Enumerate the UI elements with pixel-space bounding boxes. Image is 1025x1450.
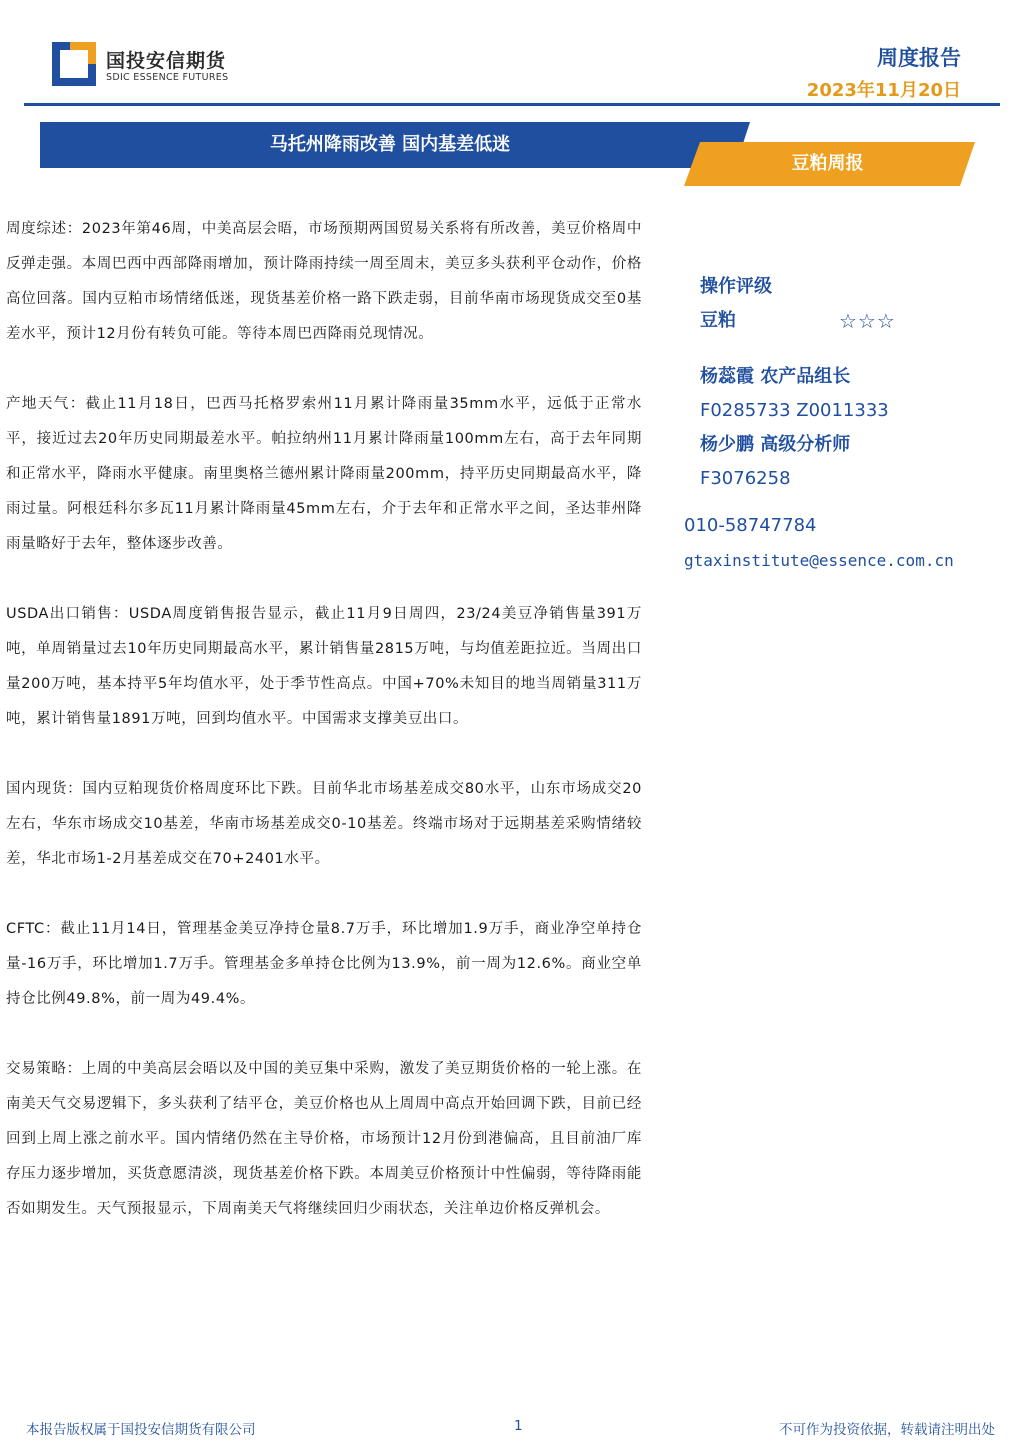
header-divider	[24, 103, 1000, 106]
company-name-cn: 国投安信期货	[106, 50, 227, 72]
contact-email[interactable]: gtaxinstitute@essence.com.cn	[684, 551, 954, 570]
rating-row	[684, 304, 1014, 338]
report-date: 2023年11月20日	[806, 80, 961, 101]
rating-stars-icon: ☆☆☆	[839, 309, 896, 333]
paragraph-usda-export: USDA出口销售：USDA周度销售报告显示，截止11月9日周四，23/24美豆净销售量391万吨，单周销量过去10年历史同期最高水平，累计销售量2815万吨，与均值差距拉近。当周出口量200万吨，基本持平5年均值水平，处于季节性高点。中国+70%未知目的地当周销量311万吨，累计销售量1891万吨，回到均值水平。中国需求支撑美豆出口。	[6, 606, 642, 727]
analyst-2-id: F3076258	[700, 468, 791, 489]
sidebar	[684, 270, 1014, 578]
rating-item: 豆粕	[700, 310, 736, 331]
paragraph-cftc: CFTC：截止11月14日，管理基金美豆净持仓量8.7万手，环比增加1.9万手，商业净空单持仓量-16万手，环比增加1.7万手。管理基金多单持仓比例为13.9%，前一周为12.6%。商业空单持仓比例49.8%，前一周为49.4%。	[6, 921, 642, 1007]
sdic-logo-icon	[52, 42, 96, 86]
report-title: 马托州降雨改善 国内基差低迷	[269, 134, 511, 155]
analyst-1: 杨蕊霞 农产品组长	[700, 366, 851, 387]
analyst-1-id: F0285733 Z0011333	[700, 400, 889, 421]
disclaimer-notice: 不可作为投资依据，转载请注明出处	[779, 1422, 995, 1438]
report-tag: 豆粕周报	[791, 153, 864, 174]
contact-phone: 010-58747784	[684, 515, 817, 536]
copyright-notice: 本报告版权属于国投安信期货有限公司	[26, 1422, 256, 1438]
paragraph-weather: 产地天气：截止11月18日，巴西马托格罗索州11月累计降雨量35mm水平，远低于正常水平，接近过去20年历史同期最差水平。帕拉纳州11月累计降雨量100mm左右，高于去年同期和正常水平，降雨水平健康。南里奥格兰德州累计降雨量200mm，持平历史同期最高水平，降雨过量。阿根廷科尔多瓦11月累计降雨量45mm左右，介于去年和正常水平之间，圣达菲州降雨量略好于去年，整体逐步改善。	[6, 396, 642, 552]
analyst-2: 杨少鹏 高级分析师	[700, 434, 851, 455]
rating-title: 操作评级	[700, 276, 772, 297]
report-body	[6, 212, 642, 1262]
page-footer	[0, 1416, 1025, 1440]
page-number: 1	[514, 1418, 523, 1434]
company-logo	[52, 40, 252, 90]
company-name-en: SDIC ESSENCE FUTURES	[106, 72, 229, 83]
paragraph-weekly-summary: 周度综述：2023年第46周，中美高层会晤，市场预期两国贸易关系将有所改善，美豆价格周中反弹走强。本周巴西中西部降雨增加，预计降雨持续一周至周末，美豆多头获利平仓动作，价格高位回落。国内豆粕市场情绪低迷，现货基差价格一路下跌走弱，目前华南市场现货成交至0基差水平，预计12月份有转负可能。等待本周巴西降雨兑现情况。	[6, 221, 642, 342]
paragraph-domestic-spot: 国内现货：国内豆粕现货价格周度环比下跌。目前华北市场基差成交80水平，山东市场成交20左右，华东市场成交10基差，华南市场基差成交0-10基差。终端市场对于远期基差采购情绪较差，华北市场1-2月基差成交在70+2401水平。	[6, 781, 642, 867]
paragraph-strategy: 交易策略：上周的中美高层会晤以及中国的美豆集中采购，激发了美豆期货价格的一轮上涨。在南美天气交易逻辑下，多头获利了结平仓，美豆价格也从上周周中高点开始回调下跌，目前已经回到上周上涨之前水平。国内情绪仍然在主导价格，市场预计12月份到港偏高，且目前油厂库存压力逐步增加，买货意愿清淡，现货基差价格下跌。本周美豆价格预计中性偏弱，等待降雨能否如期发生。天气预报显示，下周南美天气将继续回归少雨状态，关注单边价格反弹机会。	[6, 1061, 642, 1217]
report-type: 周度报告	[877, 46, 961, 70]
